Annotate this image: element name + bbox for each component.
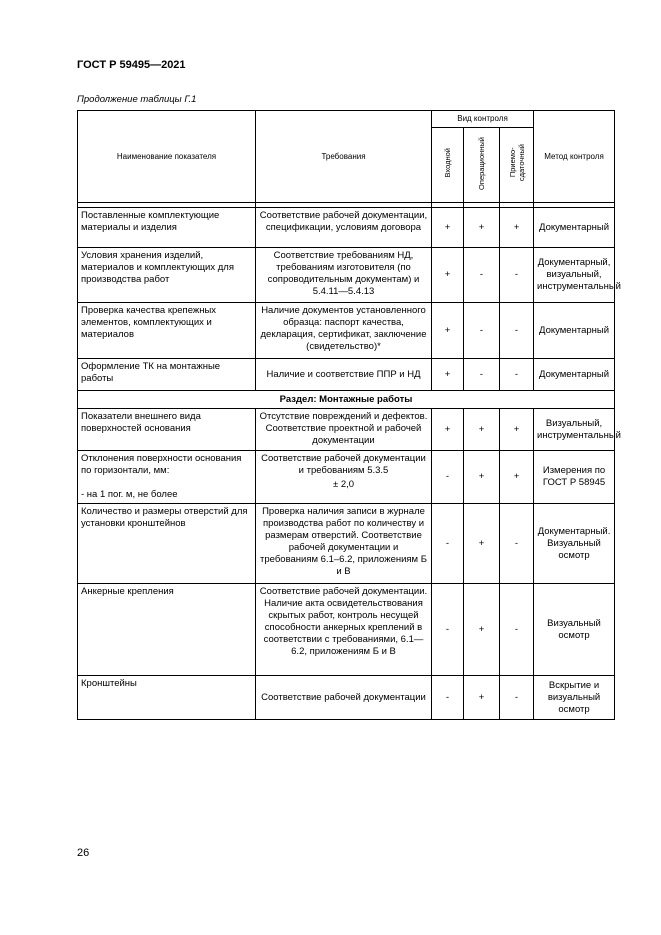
table-caption: Продолжение таблицы Г.1 — [77, 94, 197, 105]
row-operational: - — [464, 359, 500, 391]
table-row — [78, 504, 615, 584]
row-operational: + — [464, 676, 500, 720]
table-row — [78, 409, 615, 451]
row-operational: - — [464, 303, 500, 359]
table-row — [78, 208, 615, 248]
row-tolerance: ± 2,0 — [332, 479, 355, 490]
table-row — [78, 584, 615, 676]
section-title: Раздел: Монтажные работы — [78, 391, 615, 409]
table-row — [78, 676, 615, 720]
row-method: Документарный. Визуальный осмотр — [534, 504, 615, 584]
row-operational: - — [464, 248, 500, 303]
row-acceptance: - — [500, 676, 534, 720]
document-title: ГОСТ Р 59495—2021 — [77, 59, 186, 71]
row-name: Кронштейны — [78, 676, 256, 720]
row-operational: + — [464, 208, 500, 248]
row-incoming: - — [432, 676, 464, 720]
row-requirement: Соответствие рабочей документации и требованиям 5.3.5 — [261, 453, 426, 476]
row-requirement: Наличие и соответствие ППР и НД — [256, 359, 432, 391]
row-method: Визуальный осмотр — [534, 584, 615, 676]
row-name: Оформление ТК на монтажные работы — [78, 359, 256, 391]
row-method: Вскрытие и визуальный осмотр — [534, 676, 615, 720]
row-name: Поставленные комплектующие материалы и изделия — [78, 208, 256, 248]
row-acceptance: + — [500, 451, 534, 504]
header-name: Наименование показателя — [78, 111, 256, 203]
header-operational-label: Операционный — [477, 136, 486, 190]
header-incoming — [432, 128, 464, 203]
row-method: Документарный — [534, 359, 615, 391]
row-method: Документарный, визуальный, инструментальный — [534, 248, 615, 303]
row-requirement: Соответствие рабочей документации — [256, 676, 432, 720]
row-requirement: Проверка наличия записи в журнале производства работ по количеству и размерам отверстий. Соответствие рабочей документации и требованиям 6.1–6.2, приложениям Б и В — [256, 504, 432, 584]
table-row — [78, 248, 615, 303]
header-operational — [464, 128, 500, 203]
row-incoming: + — [432, 208, 464, 248]
header-control-type: Вид контроля — [432, 111, 534, 128]
row-requirement-cell — [256, 451, 432, 504]
header-incoming-label: Входной — [443, 148, 452, 178]
table-row — [78, 359, 615, 391]
row-incoming: + — [432, 359, 464, 391]
row-acceptance: + — [500, 208, 534, 248]
row-acceptance: - — [500, 504, 534, 584]
section-row — [78, 391, 615, 409]
row-method: Визуальный, инструментальный — [534, 409, 615, 451]
row-method: Документарный — [534, 208, 615, 248]
row-incoming: - — [432, 584, 464, 676]
row-requirement: Отсутствие повреждений и дефектов. Соответствие проектной и рабочей документации — [256, 409, 432, 451]
row-acceptance: - — [500, 248, 534, 303]
row-name: Количество и размеры отверстий для установки кронштейнов — [78, 504, 256, 584]
row-name: Анкерные крепления — [78, 584, 256, 676]
row-name-cell — [78, 451, 256, 504]
row-method: Документарный — [534, 303, 615, 359]
header-acceptance-label: Приемо- сдаточный — [507, 144, 526, 182]
row-name: Отклонения поверхности основания по горизонтали, мм: — [81, 453, 242, 476]
row-requirement: Соответствие рабочей документации. Наличие акта освидетельствования скрытых работ, контроль несущей способности анкерных креплений в соответствии с требованиями, 6.1—6.2, приложениям Б и В — [256, 584, 432, 676]
table-row — [78, 451, 615, 504]
row-name: Условия хранения изделий, материалов и комплектующих для производства работ — [78, 248, 256, 303]
row-operational: + — [464, 409, 500, 451]
row-incoming: - — [432, 451, 464, 504]
row-operational: + — [464, 504, 500, 584]
header-acceptance — [500, 128, 534, 203]
row-name: Проверка качества крепежных элементов, комплектующих и материалов — [78, 303, 256, 359]
control-table — [77, 110, 621, 720]
row-incoming: + — [432, 409, 464, 451]
row-incoming: + — [432, 303, 464, 359]
row-operational: + — [464, 451, 500, 504]
row-acceptance: - — [500, 584, 534, 676]
row-acceptance: - — [500, 359, 534, 391]
row-method: Измерения по ГОСТ Р 58945 — [534, 451, 615, 504]
row-subitem: - на 1 пог. м, не более — [81, 489, 178, 500]
row-requirement: Наличие документов установленного образца: паспорт качества, декларация, сертификат, заключение (свидетельство)* — [256, 303, 432, 359]
header-requirements: Требования — [256, 111, 432, 203]
page-number: 26 — [77, 847, 90, 859]
table-row — [78, 303, 615, 359]
row-incoming: - — [432, 504, 464, 584]
row-requirement: Соответствие рабочей документации, спецификации, условиям договора — [256, 208, 432, 248]
row-acceptance: - — [500, 303, 534, 359]
header-method: Метод контроля — [534, 111, 615, 203]
row-requirement: Соответствие требованиям НД, требованиям изготовителя (по сопроводительным документам) и 5.4.11—5.4.13 — [256, 248, 432, 303]
row-acceptance: + — [500, 409, 534, 451]
row-operational: + — [464, 584, 500, 676]
row-incoming: + — [432, 248, 464, 303]
row-name: Показатели внешнего вида поверхностей основания — [78, 409, 256, 451]
